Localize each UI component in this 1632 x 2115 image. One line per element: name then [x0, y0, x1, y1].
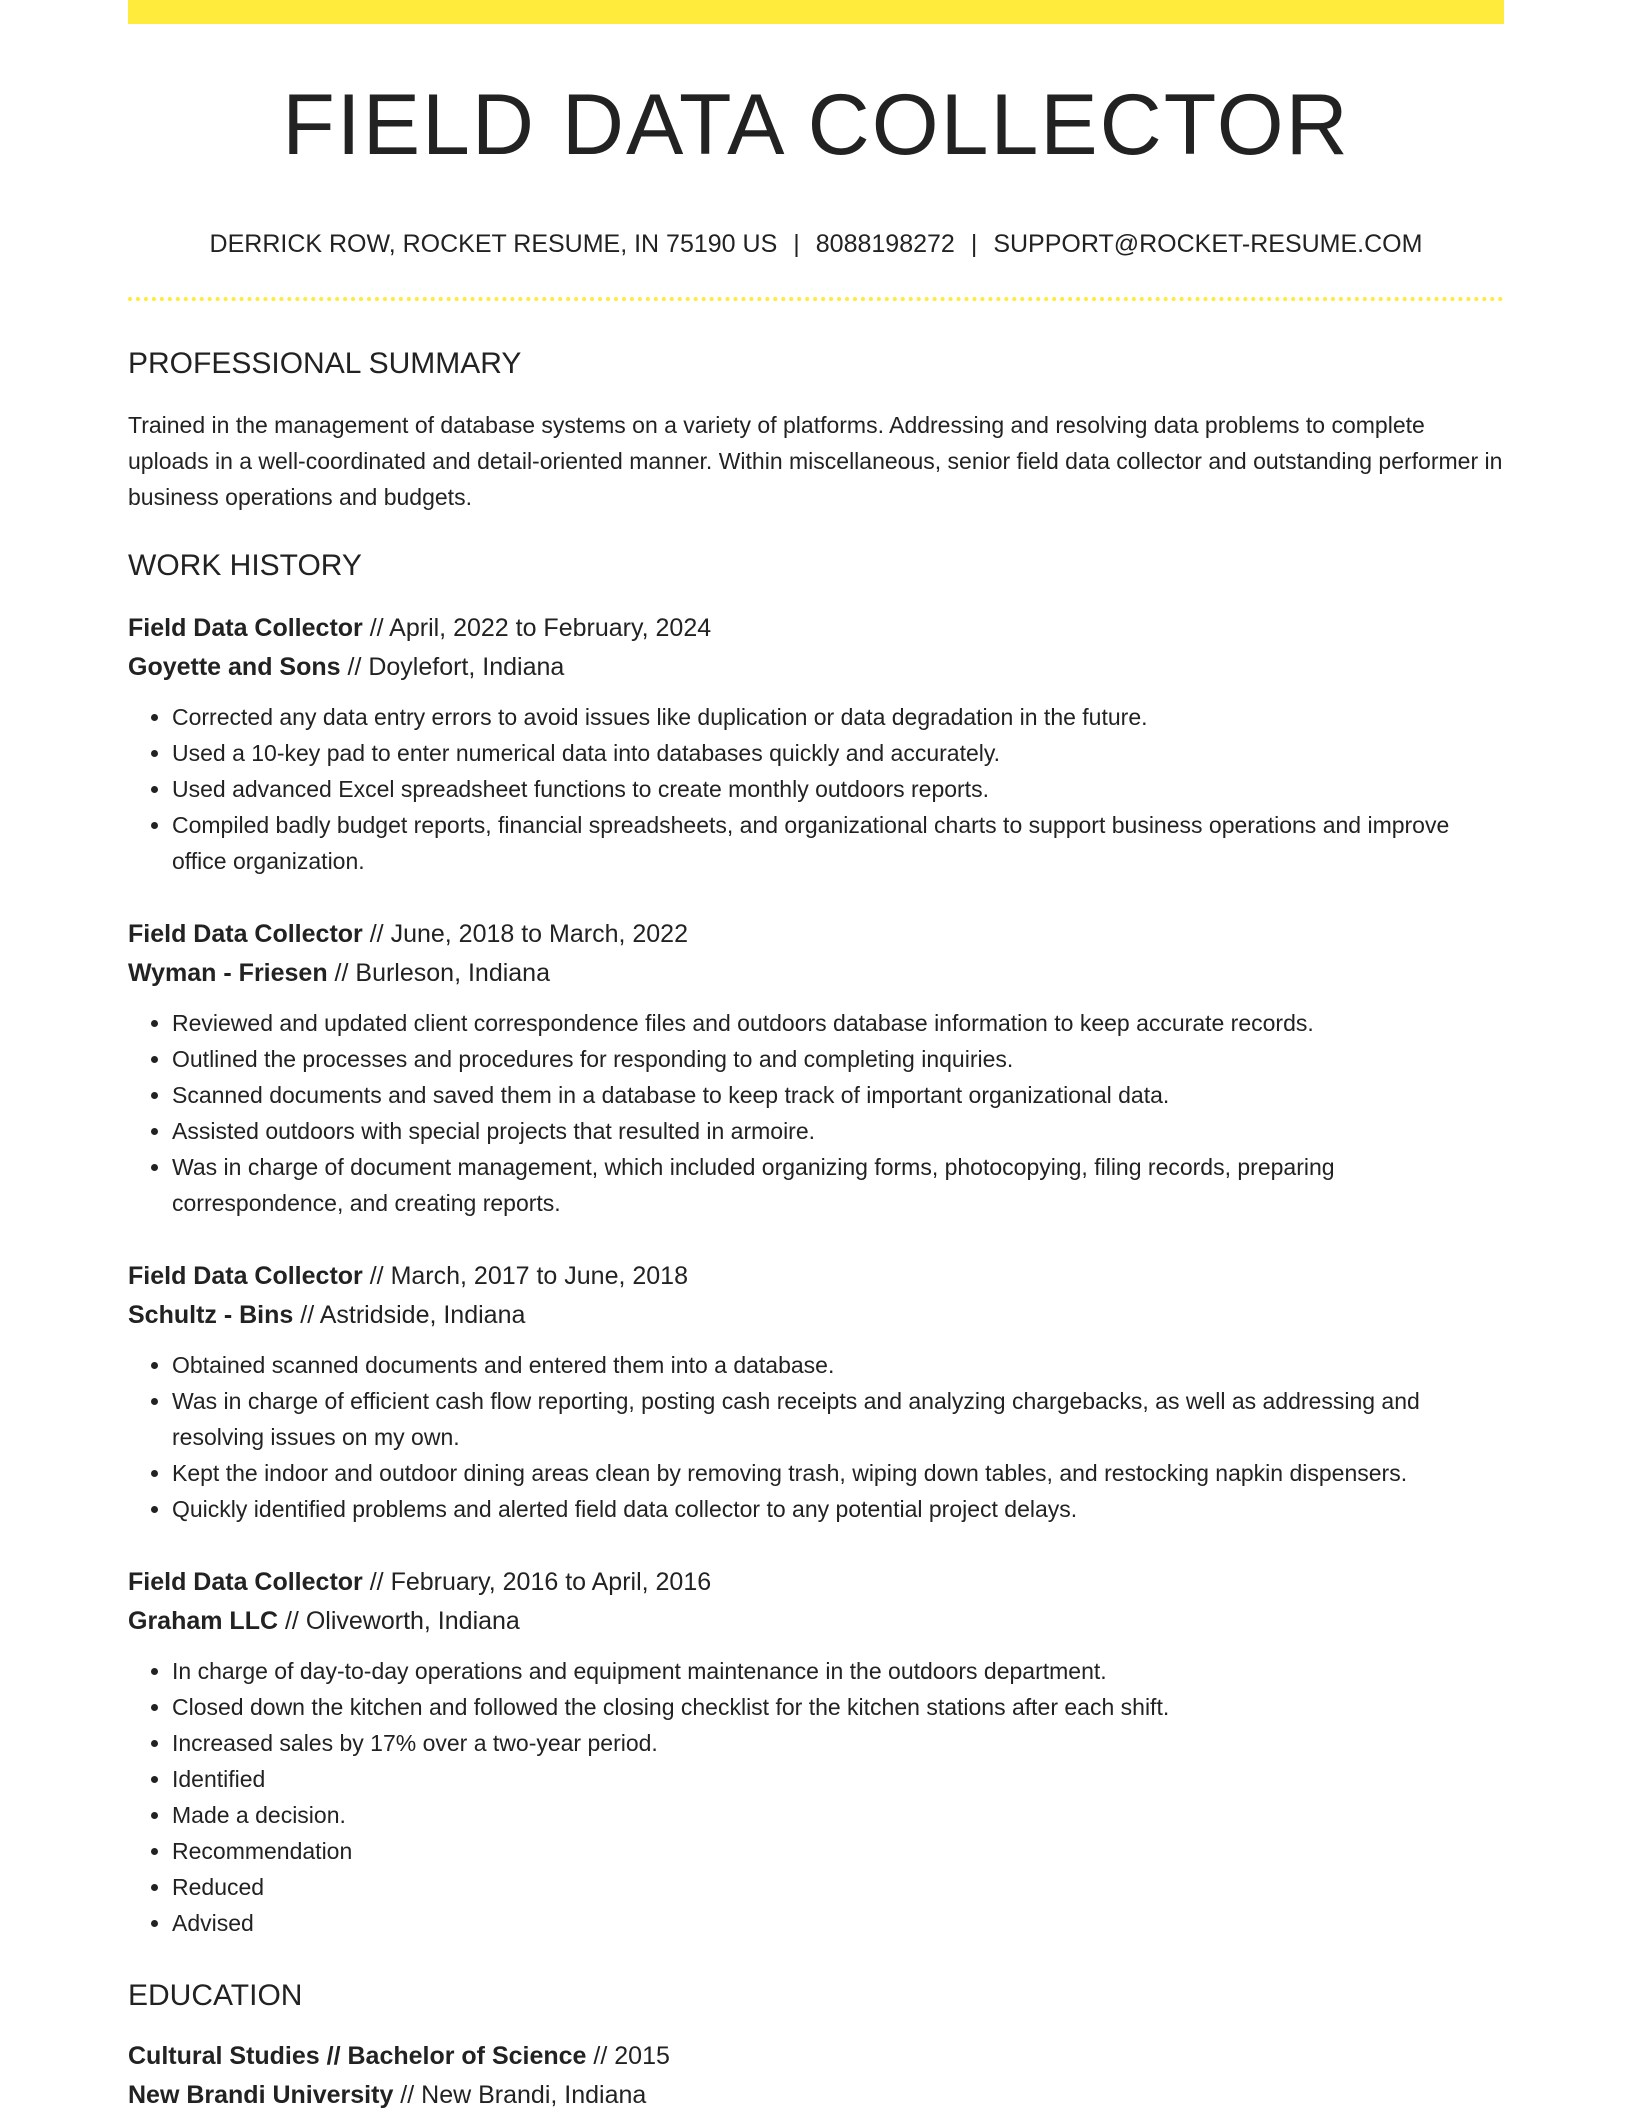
job-company: Goyette and Sons [128, 653, 341, 681]
job-company-line [128, 648, 1504, 687]
education-separator: // [586, 2042, 615, 2070]
education-year: 2015 [614, 2042, 670, 2070]
work-history-heading: WORK HISTORY [128, 549, 362, 582]
resume-title: FIELD DATA COLLECTOR [282, 77, 1350, 173]
contact-separator: | [793, 230, 800, 258]
education-school: New Brandi University [128, 2081, 394, 2109]
contact-phone: 8088198272 [815, 230, 955, 258]
resume-page [128, 0, 1504, 2115]
education-location: New Brandi, Indiana [421, 2081, 647, 2109]
list-item: • Quickly identified problems and alerted field data collector to any potential project delays. [172, 1491, 1504, 1527]
contact-address: DERRICK ROW, ROCKET RESUME, IN 75190 US [209, 230, 778, 258]
list-item: • Reduced [172, 1869, 1504, 1905]
contact-line [128, 232, 1504, 257]
list-item: • Outlined the processes and procedures for responding to and completing inquiries. [172, 1041, 1504, 1077]
job-company-line [128, 1602, 1504, 1641]
accent-top-bar [128, 0, 1504, 24]
job-entry [128, 915, 1504, 1221]
list-item: • Reviewed and updated client correspondence files and outdoors database information to keep accurate records. [172, 1005, 1504, 1041]
job-company-line [128, 1296, 1504, 1335]
list-item: • Identified [172, 1761, 1504, 1797]
job-company: Wyman - Friesen [128, 959, 328, 987]
job-title: Field Data Collector [128, 1568, 363, 1596]
education-degree-line [128, 2037, 1504, 2076]
job-dates: April, 2022 to February, 2024 [389, 614, 712, 642]
job-separator: // [362, 614, 390, 642]
list-item: • Used advanced Excel spreadsheet functions to create monthly outdoors reports. [172, 771, 1504, 807]
job-location: Oliveworth, Indiana [305, 1607, 520, 1635]
list-item: • Assisted outdoors with special projects that resulted in armoire. [172, 1113, 1504, 1149]
job-company: Graham LLC [128, 1607, 279, 1635]
contact-email: SUPPORT@ROCKET-RESUME.COM [993, 230, 1423, 258]
list-item: • Made a decision. [172, 1797, 1504, 1833]
job-separator: // [327, 959, 356, 987]
dotted-divider [128, 297, 1504, 301]
list-item: • Kept the indoor and outdoor dining areas clean by removing trash, wiping down tables, and restocking napkin dispensers. [172, 1455, 1504, 1491]
education-degree: Bachelor of Science [347, 2042, 587, 2070]
job-entry [128, 1257, 1504, 1527]
list-item: • Was in charge of efficient cash flow reporting, posting cash receipts and analyzing chargebacks, as well as addressing and resolving issues on my own. [172, 1383, 1504, 1455]
list-item: • Increased sales by 17% over a two-year period. [172, 1725, 1504, 1761]
list-item: • Corrected any data entry errors to avoid issues like duplication or data degradation in the future. [172, 699, 1504, 735]
job-separator: // [293, 1301, 320, 1329]
job-location: Doylefort, Indiana [368, 653, 565, 681]
list-item: • In charge of day-to-day operations and equipment maintenance in the outdoors department. [172, 1653, 1504, 1689]
job-entry [128, 609, 1504, 879]
job-duties-list [128, 699, 1504, 879]
job-title: Field Data Collector [128, 1262, 363, 1290]
job-duties-list [128, 1005, 1504, 1221]
education-school-line [128, 2076, 1504, 2115]
list-item: • Was in charge of document management, which included organizing forms, photocopying, filing records, preparing correspondence, and creating reports. [172, 1149, 1504, 1221]
list-item: • Used a 10-key pad to enter numerical data into databases quickly and accurately. [172, 735, 1504, 771]
list-item: • Obtained scanned documents and entered them into a database. [172, 1347, 1504, 1383]
list-item: • Recommendation [172, 1833, 1504, 1869]
job-dates: February, 2016 to April, 2016 [390, 1568, 712, 1596]
job-title-line [128, 1257, 1504, 1296]
job-separator: // [362, 1262, 391, 1290]
summary-text: Trained in the management of database systems on a variety of platforms. Addressing and resolving data problems to complete uploads in a well-coordinated and detail-oriented manner. Within miscellaneous, senior field data collector and outstanding performer in business operations and budgets. [128, 412, 1503, 510]
job-location: Astridside, Indiana [319, 1301, 526, 1329]
education-separator: // [319, 2042, 348, 2070]
contact-separator: | [970, 230, 978, 258]
summary-heading: PROFESSIONAL SUMMARY [128, 347, 522, 380]
list-item: • Scanned documents and saved them in a database to keep track of important organizational data. [172, 1077, 1504, 1113]
job-company: Schultz - Bins [128, 1301, 294, 1329]
job-title-line [128, 1563, 1504, 1602]
education-field: Cultural Studies [128, 2042, 320, 2070]
job-separator: // [278, 1607, 306, 1635]
list-item: • Closed down the kitchen and followed the closing checklist for the kitchen stations after each shift. [172, 1689, 1504, 1725]
education-entry [128, 2037, 1504, 2115]
job-title-line [128, 609, 1504, 648]
job-entry [128, 1563, 1504, 1941]
work-history-list [128, 609, 1504, 1941]
education-heading: EDUCATION [128, 1979, 303, 2012]
job-title-line [128, 915, 1504, 954]
job-title: Field Data Collector [128, 920, 363, 948]
job-title: Field Data Collector [128, 614, 363, 642]
job-company-line [128, 954, 1504, 993]
list-item: • Advised [172, 1905, 1504, 1941]
job-duties-list [128, 1653, 1504, 1941]
job-dates: March, 2017 to June, 2018 [390, 1262, 688, 1290]
job-dates: June, 2018 to March, 2022 [390, 920, 688, 948]
job-duties-list [128, 1347, 1504, 1527]
job-separator: // [340, 653, 369, 681]
list-item: • Compiled badly budget reports, financial spreadsheets, and organizational charts to support business operations and improve office organization. [172, 807, 1504, 879]
education-separator: // [393, 2081, 422, 2109]
job-separator: // [362, 920, 391, 948]
job-location: Burleson, Indiana [355, 959, 550, 987]
job-separator: // [362, 1568, 391, 1596]
